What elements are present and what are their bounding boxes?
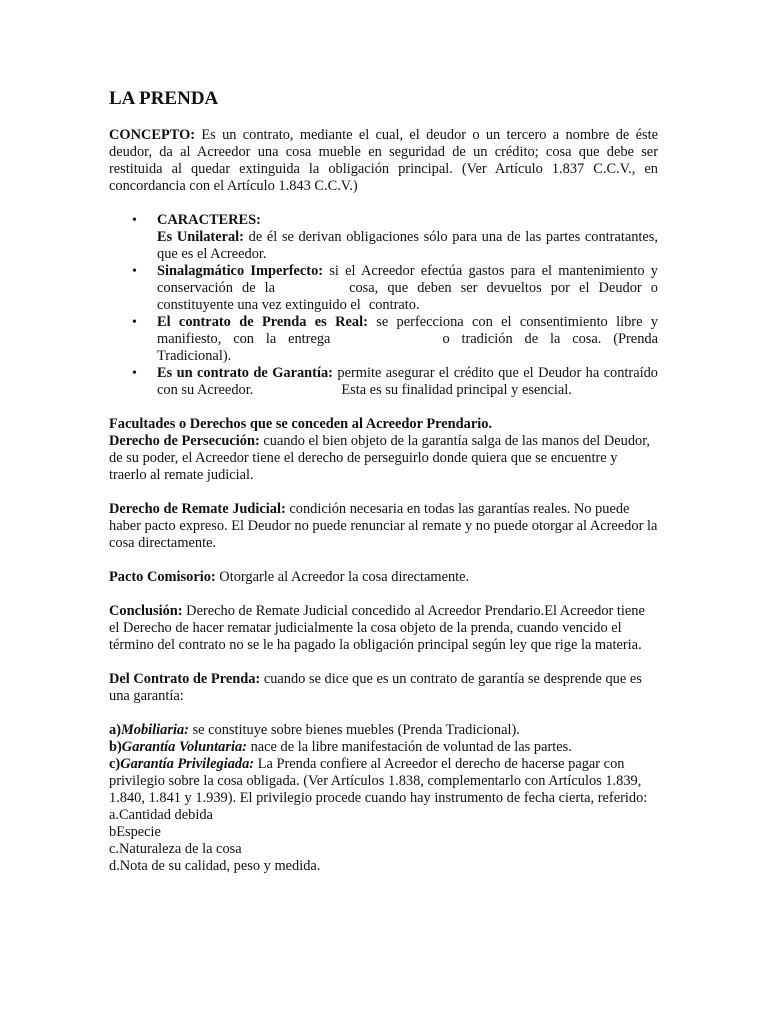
tipo-label: Garantía Voluntaria: — [121, 739, 247, 755]
tipo-mobiliaria — [109, 722, 658, 739]
unilateral-text: de él se derivan obligaciones sólo para una de las partes contratantes, que es el Acreedor. — [157, 229, 659, 262]
real-label: El contrato de Prenda es Real: — [157, 314, 368, 330]
tipo-text: nace de la libre manifestación de voluntad de las partes. — [246, 739, 572, 755]
referido-item: bEspecie — [109, 824, 161, 840]
facultades-heading — [109, 416, 658, 433]
facultades-heading-text: Facultades o Derechos que se conceden al Acreedor Prendario. — [109, 416, 493, 432]
persecucion-paragraph — [109, 433, 658, 484]
list-item-real — [157, 314, 658, 365]
sinalagmatico-text-a: si el Acreedor efectúa gastos para el mantenimiento y conservación de la — [157, 263, 658, 296]
garantia-label: Es un contrato de Garantía: — [157, 365, 333, 381]
document-page — [109, 88, 658, 875]
caracteres-heading: CARACTERES: — [157, 212, 261, 228]
persecucion-text: cuando el bien objeto de la garantía salga de las manos del Deudor, de su poder, el Acreedor tiene el derecho de perseguirlo donde quiera que se encuentre y traerlo al remate judicial. — [109, 433, 651, 483]
list-item-sinalagmatico — [157, 263, 658, 314]
conclusion-paragraph — [109, 603, 658, 654]
remate-paragraph — [109, 501, 658, 552]
caracteres-list — [109, 212, 658, 399]
list-item-caracteres — [157, 212, 658, 263]
tipo-text: La Prenda confiere al Acreedor el derecho de hacerse pagar con privilegio sobre la cosa obligada. (Ver Artículos 1.838, complementarlo con Artículos 1.839, 1.840, 1.841 y 1.939). El privilegio procede cuando hay instrumento de fecha cierta, referido: — [109, 756, 648, 806]
unilateral-label: Es Unilateral: — [157, 229, 244, 245]
page-title: LA PRENDA — [109, 88, 219, 109]
referido-item: c.Naturaleza de la cosa — [109, 841, 242, 857]
tipo-text: se constituye sobre bienes muebles (Prenda Tradicional). — [188, 722, 520, 738]
tipo-privilegiada — [109, 756, 658, 807]
concepto-text: Es un contrato, mediante el cual, el deudor o un tercero a nombre de éste deudor, da al Acreedor una cosa mueble en seguridad de un crédito; cosa que debe ser restituida al quedar extinguida la obligación principal. (Ver Artículo 1.837 C.C.V., en concordancia con el Artículo 1.843 C.C.V.) — [109, 127, 658, 194]
concepto-label: CONCEPTO: — [109, 127, 196, 143]
tipo-voluntaria — [109, 739, 658, 756]
remate-label: Derecho de Remate Judicial: — [109, 501, 286, 517]
referido-item: a.Cantidad debida — [109, 807, 213, 823]
tipo-letter: a) — [109, 722, 121, 738]
persecucion-label: Derecho de Persecución: — [109, 433, 260, 449]
conclusion-text: Derecho de Remate Judicial concedido al Acreedor Prendario.El Acreedor tiene el Derecho de hacer rematar judicialmente la cosa objeto de la prenda, cuando vencido el término del contrato no se le ha pagado la obligación principal según ley que rige la materia. — [109, 603, 645, 653]
list-item-garantia — [157, 365, 658, 399]
real-text-a: se perfecciona con el consentimiento libre y manifiesto, con la entrega — [157, 314, 658, 347]
tipo-letter: b) — [109, 739, 122, 755]
concepto-paragraph — [109, 127, 658, 195]
sinalagmatico-label: Sinalagmático Imperfecto: — [157, 263, 324, 279]
remate-text: condición necesaria en todas las garantías reales. No puede haber pacto expreso. El Deudor no puede renunciar al remate y no puede otorgar al Acreedor la cosa directamente. — [109, 501, 658, 551]
sinalagmatico-text-c: contrato. — [368, 297, 420, 313]
garantia-text-b: Esta es su finalidad principal y esencial. — [341, 382, 572, 398]
del-contrato-text: cuando se dice que es un contrato de garantía se desprende que es una garantía: — [109, 671, 642, 704]
del-contrato-label: Del Contrato de Prenda: — [109, 671, 261, 687]
garantia-text-a: permite asegurar el crédito que el Deudor ha contraído con su Acreedor. — [157, 365, 658, 398]
tipo-label: Mobiliaria: — [121, 722, 189, 738]
pacto-text: Otorgarle al Acreedor la cosa directamente. — [215, 569, 470, 585]
del-contrato-paragraph — [109, 671, 658, 705]
sinalagmatico-text-b: cosa, que deben ser devueltos por el Deudor o constituyente una vez extinguido el — [157, 280, 658, 313]
tipo-letter: c) — [109, 756, 121, 772]
referido-item: d.Nota de su calidad, peso y medida. — [109, 858, 321, 874]
tipo-label: Garantía Privilegiada: — [120, 756, 255, 772]
pacto-paragraph — [109, 569, 658, 586]
real-text-b: o tradición de la cosa. (Prenda Tradicional). — [157, 331, 658, 364]
conclusion-label: Conclusión: — [109, 603, 183, 619]
pacto-label: Pacto Comisorio: — [109, 569, 216, 585]
